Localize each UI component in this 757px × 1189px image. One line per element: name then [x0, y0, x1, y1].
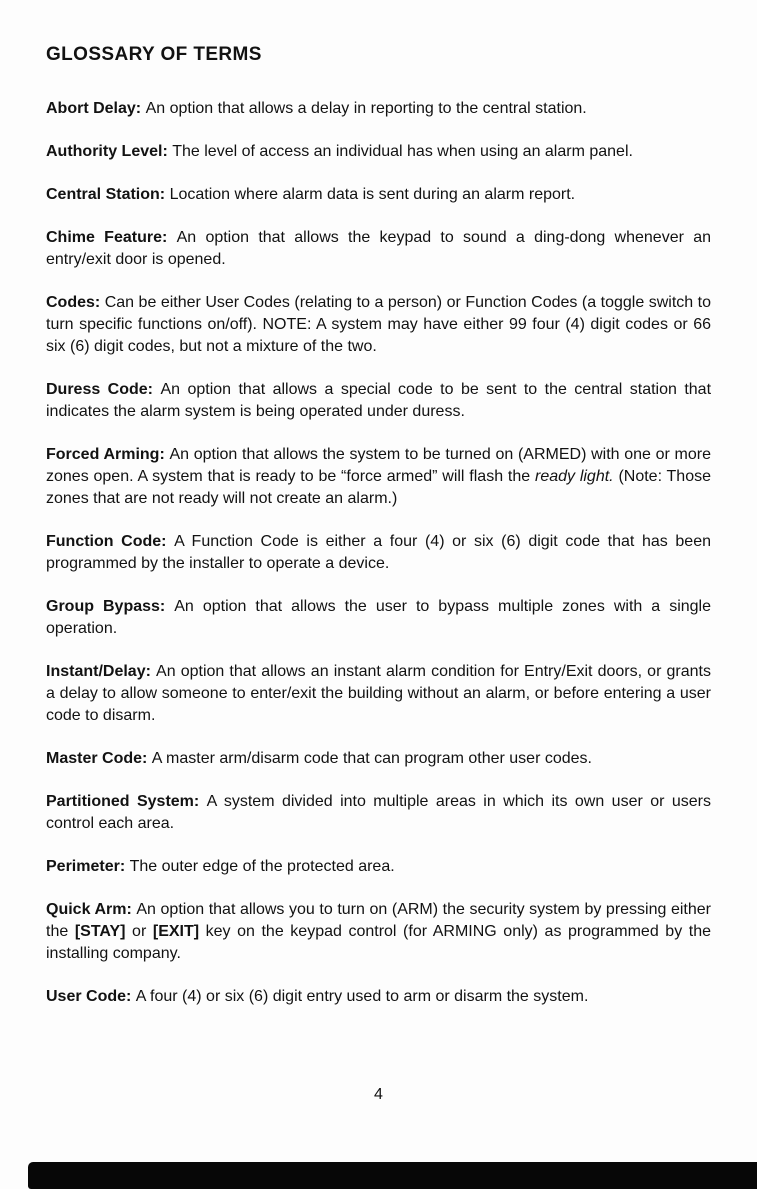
- glossary-entry: [46, 986, 711, 1008]
- glossary-term: User Code:: [46, 988, 136, 1005]
- glossary-entry: [46, 141, 711, 163]
- page-number: 4: [374, 1086, 383, 1103]
- glossary-definition-segment: The level of access an individual has when using an alarm panel.: [172, 143, 633, 160]
- glossary-definition-segment: or: [125, 923, 153, 940]
- glossary-term: Quick Arm:: [46, 901, 137, 918]
- glossary-entry: [46, 444, 711, 510]
- glossary-definition-segment: A master arm/disarm code that can program other user codes.: [151, 750, 592, 767]
- glossary-definition-segment: An option that allows an instant alarm condition for Entry/Exit doors, or grants a delay to allow someone to enter/exit the building without an alarm, or before entering a user code to disarm.: [46, 663, 711, 724]
- glossary-term: Master Code:: [46, 750, 152, 767]
- glossary-term: Abort Delay:: [46, 100, 146, 117]
- glossary-definition-segment: An option that allows a special code to be sent to the central station that indicates the alarm system is being operated under duress.: [46, 381, 712, 420]
- glossary-term: Instant/Delay:: [46, 663, 157, 680]
- glossary-definition-segment: key on the keypad control (for ARMING only) as programmed by the installing company.: [46, 923, 712, 962]
- glossary-term: Group Bypass:: [46, 598, 175, 615]
- glossary-entry: [46, 661, 711, 727]
- glossary-entry: [46, 856, 711, 878]
- glossary-definition-segment: A system divided into multiple areas in which its own user or users control each area.: [46, 793, 711, 832]
- glossary-definition-segment: An option that allows a delay in reporting to the central station.: [145, 100, 587, 117]
- glossary-definition-segment: Can be either User Codes (relating to a person) or Function Codes (a toggle switch to turn specific functions on/off). NOTE: A system may have either 99 four (4) digit codes or 66 six (6) digit codes, but not a mixture of the two.: [46, 294, 712, 355]
- glossary-entry: [46, 184, 711, 206]
- glossary-term: Codes:: [46, 294, 105, 311]
- glossary-list: [46, 98, 711, 1008]
- glossary-definition-segment: The outer edge of the protected area.: [129, 858, 395, 875]
- glossary-definition-segment: An option that allows you to turn on (ARM) the security system by pressing either the: [46, 901, 712, 940]
- glossary-term: Chime Feature:: [46, 229, 177, 246]
- glossary-entry: [46, 899, 711, 965]
- glossary-entry: [46, 98, 711, 120]
- glossary-definition-segment: A Function Code is either a four (4) or six (6) digit code that has been programmed by the installer to operate a device.: [46, 533, 711, 572]
- glossary-term: Partitioned System:: [46, 793, 207, 810]
- glossary-entry: [46, 531, 711, 575]
- page-title: GLOSSARY OF TERMS: [46, 44, 262, 65]
- glossary-definition-segment: An option that allows the system to be turned on (ARMED) with one or more zones open. A system that is ready to be “force armed” will flash the: [46, 446, 711, 485]
- glossary-definition-segment: An option that allows the keypad to sound a ding-dong whenever an entry/exit door is opened.: [46, 229, 711, 268]
- glossary-definition-segment: A four (4) or six (6) digit entry used to arm or disarm the system.: [135, 988, 589, 1005]
- glossary-definition-segment: Location where alarm data is sent during an alarm report.: [169, 186, 576, 203]
- glossary-term: Forced Arming:: [46, 446, 170, 463]
- glossary-definition-segment: ready light.: [534, 468, 614, 485]
- glossary-term: Authority Level:: [46, 143, 173, 160]
- glossary-entry: [46, 379, 711, 423]
- glossary-definition-segment: (Note: Those zones that are not ready will not create an alarm.): [46, 468, 712, 507]
- glossary-entry: [46, 596, 711, 640]
- glossary-term: Function Code:: [46, 533, 175, 550]
- glossary-term: Perimeter:: [46, 858, 130, 875]
- glossary-definition-segment: [STAY]: [74, 923, 126, 940]
- glossary-entry: [46, 292, 711, 358]
- glossary-definition-segment: An option that allows the user to bypass multiple zones with a single operation.: [46, 598, 711, 637]
- scan-artifact-bar: [28, 1162, 757, 1189]
- glossary-term: Duress Code:: [46, 381, 161, 398]
- glossary-term: Central Station:: [46, 186, 170, 203]
- glossary-entry: [46, 748, 711, 770]
- glossary-entry: [46, 227, 711, 271]
- glossary-entry: [46, 791, 711, 835]
- glossary-definition-segment: [EXIT]: [152, 923, 200, 940]
